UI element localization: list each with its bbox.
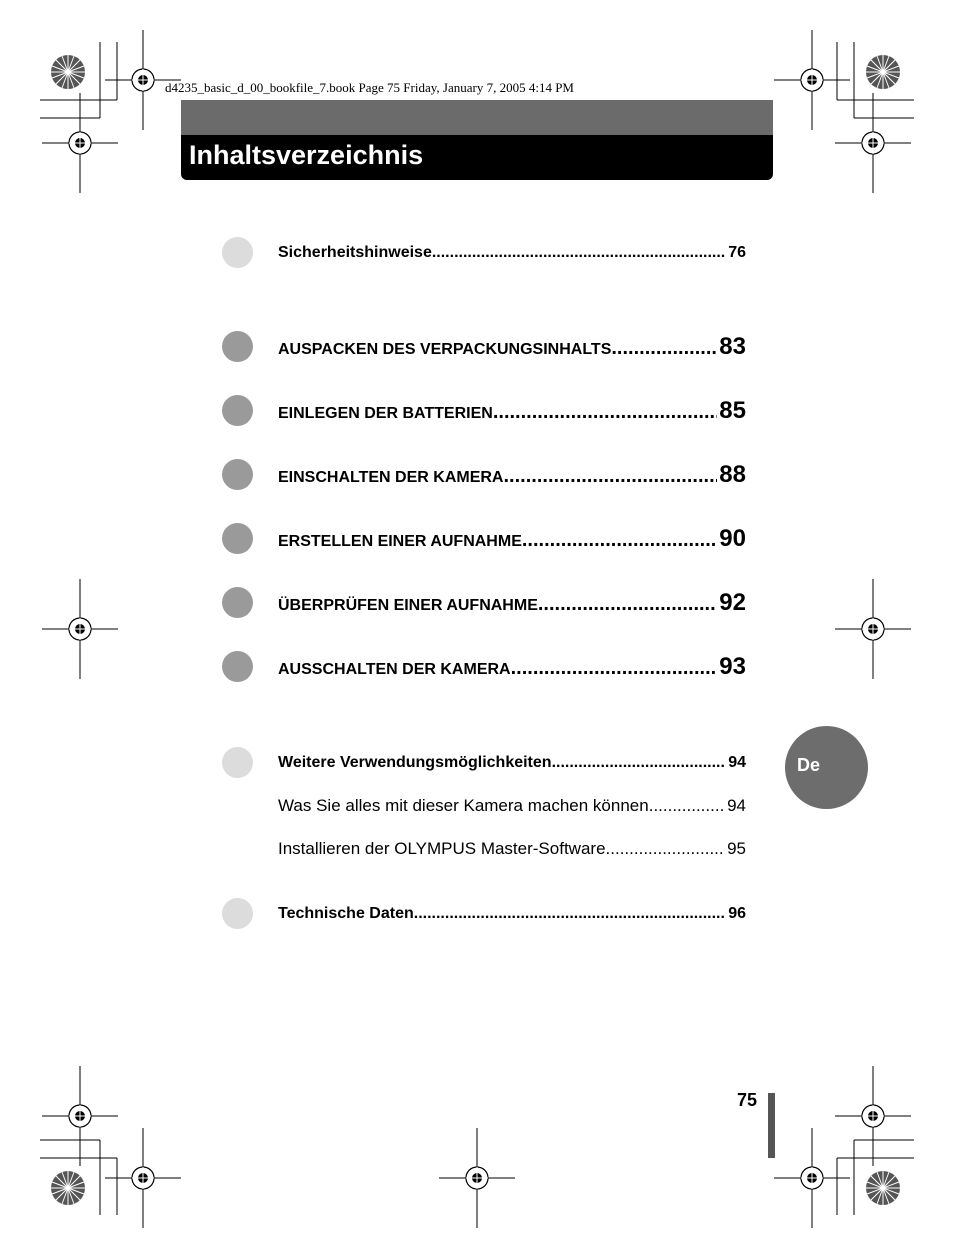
toc-page: 94: [728, 753, 746, 771]
toc-page: 96: [728, 904, 746, 922]
section-bullet: [222, 898, 253, 929]
toc-label: AUSPACKEN DES VERPACKUNGSINHALTS: [278, 340, 612, 358]
language-tab: [785, 726, 868, 809]
leader-dots: [606, 839, 726, 859]
leader-dots: [649, 796, 725, 816]
leader-dots: [552, 754, 727, 772]
toc-page: 93: [719, 652, 746, 680]
toc-label: Weitere Verwendungsmöglichkeiten: [278, 753, 552, 771]
leader-dots: [522, 529, 717, 552]
toc-label: EINSCHALTEN DER KAMERA: [278, 468, 504, 486]
leader-dots: [493, 401, 717, 424]
toc-entry[interactable]: [222, 587, 746, 618]
toc-label: Installieren der OLYMPUS Master-Software: [278, 838, 606, 858]
toc-page: 94: [727, 795, 746, 815]
section-bullet: [222, 747, 253, 778]
toc-entry[interactable]: [222, 747, 746, 778]
toc-label: Was Sie alles mit dieser Kamera machen können: [278, 795, 649, 815]
title-band-top: [181, 100, 773, 135]
toc-page: 88: [719, 460, 746, 488]
leader-dots: [503, 465, 717, 488]
toc-subentry[interactable]: [222, 833, 746, 864]
toc-entry[interactable]: [222, 331, 746, 362]
toc-entry[interactable]: [222, 237, 746, 268]
section-bullet: [222, 395, 253, 426]
section-bullet: [222, 523, 253, 554]
toc-subentry[interactable]: [222, 790, 746, 821]
bullet-spacer: [222, 790, 253, 821]
leader-dots: [538, 593, 717, 616]
toc-label: Technische Daten: [278, 904, 414, 922]
toc-page: 92: [719, 588, 746, 616]
toc-page: 83: [719, 332, 746, 360]
language-label: De: [797, 755, 821, 775]
toc-label: Sicherheitshinweise: [278, 243, 432, 261]
leader-dots: [611, 337, 717, 360]
toc-label: AUSSCHALTEN DER KAMERA: [278, 660, 511, 678]
print-info-line: d4235_basic_d_00_bookfile_7.book Page 75 Friday, January 7, 2005 4:14 PM: [165, 80, 574, 95]
section-bullet: [222, 237, 253, 268]
toc-label: EINLEGEN DER BATTERIEN: [278, 404, 493, 422]
section-bullet: [222, 587, 253, 618]
section-bullet: [222, 331, 253, 362]
page-title: Inhaltsverzeichnis: [189, 140, 424, 170]
toc-label: ERSTELLEN EINER AUFNAHME: [278, 532, 522, 550]
toc-label: ÜBERPRÜFEN EINER AUFNAHME: [278, 596, 538, 614]
leader-dots: [432, 244, 726, 262]
title-banner: [181, 100, 773, 180]
page-number-bar: [768, 1093, 775, 1158]
toc-entry[interactable]: [222, 651, 746, 682]
toc-page: 95: [727, 838, 746, 858]
toc-page: 76: [728, 243, 746, 261]
toc-entry[interactable]: [222, 395, 746, 426]
leader-dots: [511, 657, 718, 680]
toc-entry[interactable]: [222, 459, 746, 490]
toc-entry[interactable]: [222, 523, 746, 554]
toc-page: 90: [719, 524, 746, 552]
page-number: 75: [737, 1090, 758, 1110]
toc-entry[interactable]: [222, 898, 746, 929]
section-bullet: [222, 459, 253, 490]
toc-page: 85: [719, 396, 746, 424]
section-bullet: [222, 651, 253, 682]
leader-dots: [414, 905, 726, 923]
bullet-spacer: [222, 833, 253, 864]
